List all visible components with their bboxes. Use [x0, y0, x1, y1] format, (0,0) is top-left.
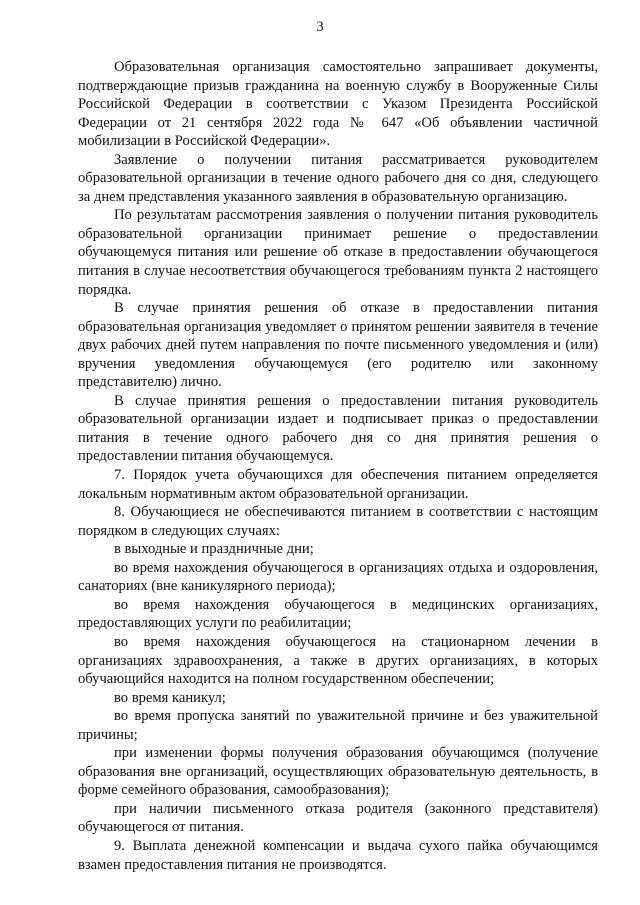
list-item-inpatient: во время нахождения обучающегося на стационарном лечении в организациях здравоохранения, а также в других организациях, в которых обучающийся находится на полном государственном обеспечении;: [78, 633, 598, 688]
paragraph-document-request: Образовательная организация самостоятельно запрашивает документы, подтверждающие призыв гражданина на военную службу в Вооруженные Силы Российской Федерации в соответствии с Указом Президента Российской Федерации от 21 сентября 2022 года № 647 «Об объявлении частичной мобилизации в Российской Федерации».: [78, 59, 598, 150]
list-item-medical: во время нахождения обучающегося в медицинских организациях, предоставляющих услуги по реабилитации;: [78, 596, 598, 632]
list-item-absence: во время пропуска занятий по уважительной причине и без уважительной причины;: [78, 708, 598, 743]
paragraph-item-8: 8. Обучающиеся не обеспечиваются питанием в соответствии с настоящим порядком в следующих случаях:: [78, 504, 598, 539]
paragraph-refusal-notice: В случае принятия решения об отказе в предоставлении питания образовательная организация уведомляет о принятом решении заявителя в течение двух рабочих дней путем направления по почте письменного уведомления и (или) вручения уведомления обучающемуся (его родителю или законному представителю) лично.: [78, 300, 598, 391]
page-number: 3: [316, 19, 324, 35]
list-item-vacation: во время каникул;: [114, 689, 226, 706]
list-item-holidays: в выходные и праздничные дни;: [114, 541, 314, 558]
paragraph-review-results: По результатам рассмотрения заявления о получении питания руководитель образовательной организации принимает решение о предоставлении обучающемуся питания или решение об отказе в предоставлении обучающегося питания в случае несоответствия обучающегося требованиям пункта 2 настоящего порядка.: [78, 207, 598, 298]
paragraph-provision-order: В случае принятия решения о предоставлении питания руководитель образовательной организации издает и подписывает приказ о предоставлении питания в течение одного рабочего дня со дня принятия решения о предоставлении питания обучающемуся.: [78, 392, 598, 465]
list-item-education-form: при изменении формы получения образования обучающимся (получение образования вне организаций, осуществляющих образовательную деятельность, в форме семейного образования, самообразования);: [78, 745, 598, 799]
list-item-recreation: во время нахождения обучающегося в организациях отдыха и оздоровления, санаториях (вне каникулярного периода);: [78, 559, 598, 595]
paragraph-item-7: 7. Порядок учета обучающихся для обеспечения питанием определяется локальным нормативным актом образовательной организации.: [78, 467, 598, 502]
list-item-parent-refusal: при наличии письменного отказа родителя (законного представителя) обучающегося от питания.: [78, 800, 598, 836]
paragraph-item-9: 9. Выплата денежной компенсации и выдача сухого пайка обучающимся взамен предоставления питания не производятся.: [78, 837, 598, 873]
paragraph-application-review: Заявление о получении питания рассматривается руководителем образовательной организации в течение одного рабочего дня со дня, следующего за днем представления указанного заявления в образовательную организацию.: [78, 151, 598, 205]
